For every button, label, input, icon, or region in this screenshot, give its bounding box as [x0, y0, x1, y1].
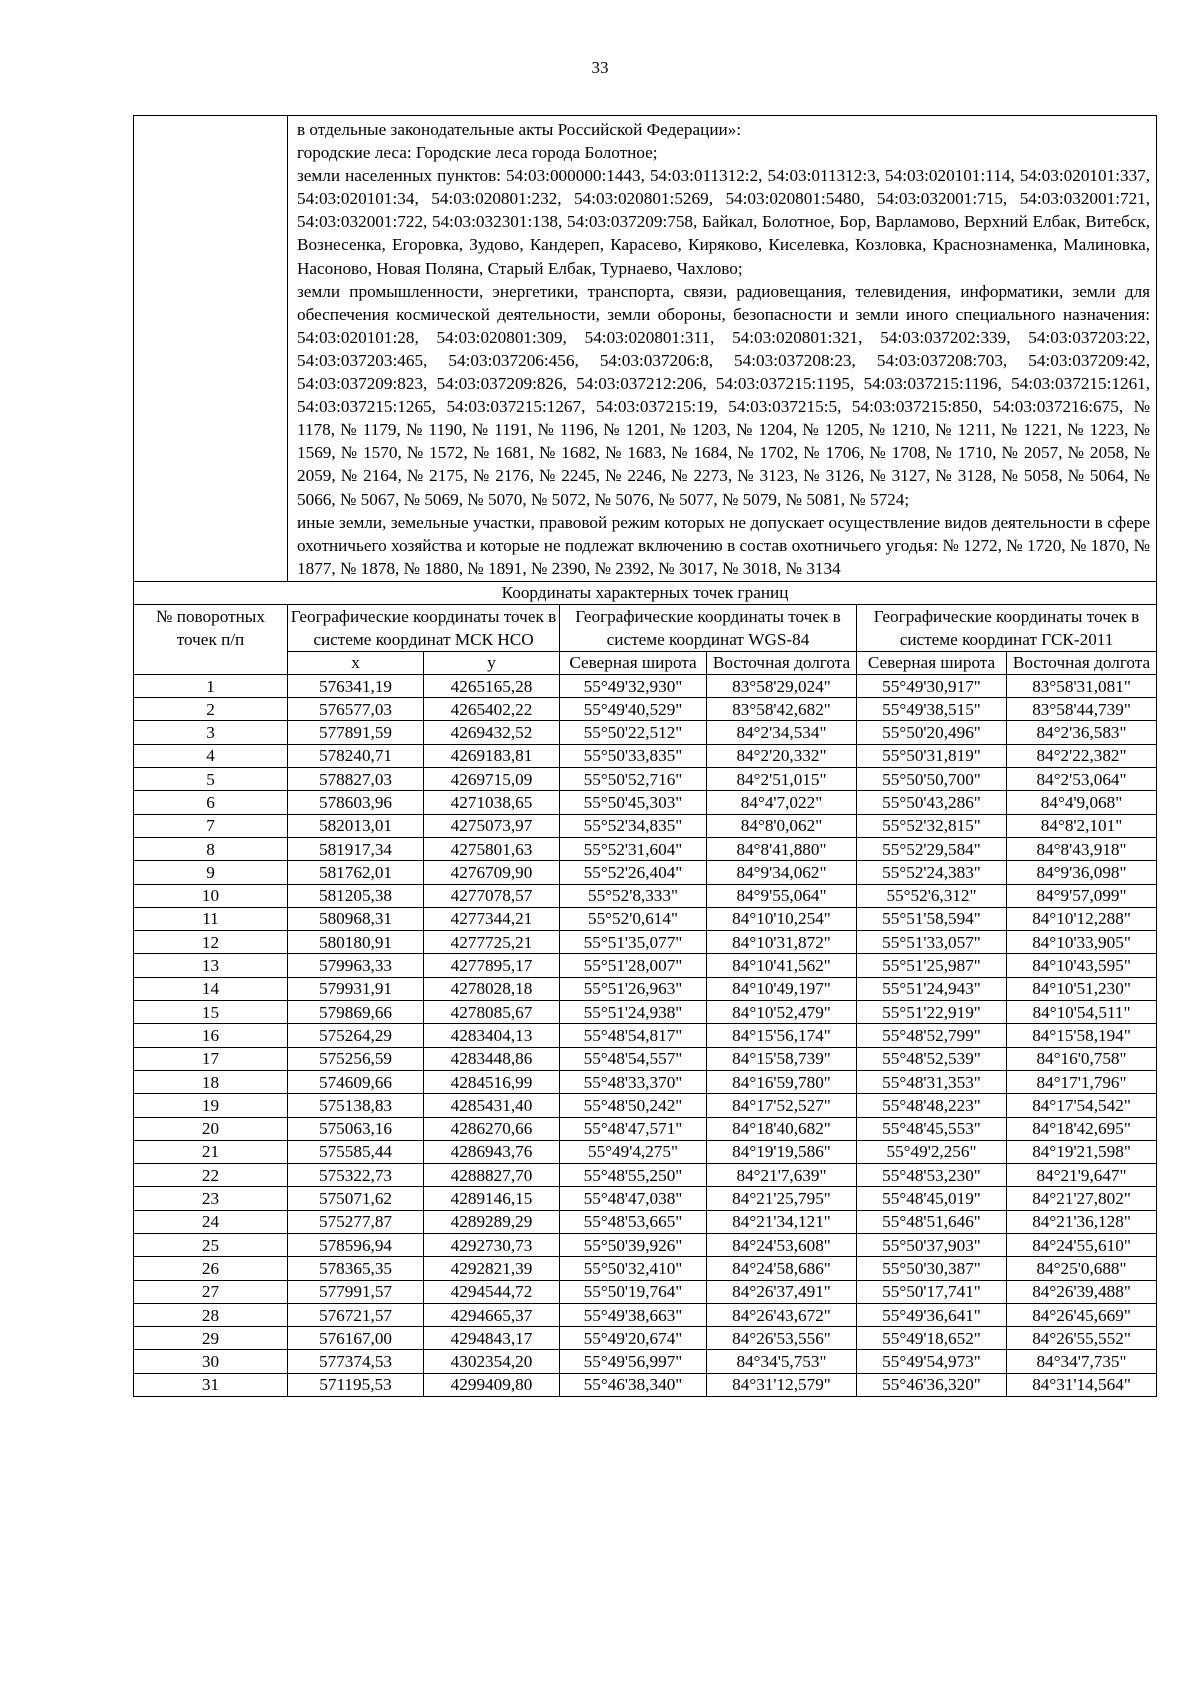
table-row: [134, 837, 1157, 860]
msk-x-cell: 578603,96: [288, 791, 424, 814]
wgs-north-cell: 55°52'8,333": [560, 884, 707, 907]
wgs-north-cell: 55°51'24,938": [560, 1001, 707, 1024]
msk-y-cell: 4277725,21: [424, 931, 560, 954]
msk-y-cell: 4288827,70: [424, 1164, 560, 1187]
msk-x-cell: 575071,62: [288, 1187, 424, 1210]
point-number-cell: 31: [134, 1373, 288, 1396]
wgs-north-cell: 55°48'54,557": [560, 1047, 707, 1070]
point-number-cell: 23: [134, 1187, 288, 1210]
msk-y-cell: 4286270,66: [424, 1117, 560, 1140]
wgs-north-cell: 55°49'20,674": [560, 1327, 707, 1350]
gsk-north-cell: 55°48'53,230": [857, 1164, 1007, 1187]
msk-x-cell: 578365,35: [288, 1257, 424, 1280]
point-number-cell: 26: [134, 1257, 288, 1280]
msk-y-cell: 4277895,17: [424, 954, 560, 977]
table-row: [134, 1140, 1157, 1163]
table-row: [134, 814, 1157, 837]
point-number-cell: 2: [134, 698, 288, 721]
msk-x-cell: 574609,66: [288, 1070, 424, 1093]
msk-y-cell: 4294665,37: [424, 1303, 560, 1326]
wgs-north-cell: 55°46'38,340": [560, 1373, 707, 1396]
wgs-east-cell: 84°2'51,015": [707, 768, 857, 791]
gsk-north-cell: 55°49'36,641": [857, 1303, 1007, 1326]
gsk-north-cell: 55°48'31,353": [857, 1070, 1007, 1093]
msk-x-cell: 575264,29: [288, 1024, 424, 1047]
point-number-cell: 24: [134, 1210, 288, 1233]
wgs-east-cell: 84°10'52,479": [707, 1001, 857, 1024]
msk-y-cell: 4289146,15: [424, 1187, 560, 1210]
msk-x-cell: 571195,53: [288, 1373, 424, 1396]
gsk-north-cell: 55°48'48,223": [857, 1094, 1007, 1117]
gsk-north-cell: 55°51'25,987": [857, 954, 1007, 977]
wgs-east-cell: 84°21'7,639": [707, 1164, 857, 1187]
gsk-north-cell: 55°49'2,256": [857, 1140, 1007, 1163]
description-paragraph: иные земли, земельные участки, правовой режим которых не допускает осуществление видов деятельности в сфере охотничьего хозяйства и которые не подлежат включению в состав охотничьего угодья: № 1272, № 1720, № 1870, № 1877, № 1878, № 1880, № 1891, № 2390, № 2392, № 3017, № 3018, № 3134: [297, 512, 1151, 578]
wgs-north-cell: 55°49'40,529": [560, 698, 707, 721]
gsk-north-cell: 55°50'43,286": [857, 791, 1007, 814]
gsk-east-cell: 84°17'1,796": [1007, 1070, 1157, 1093]
table-row: [134, 1187, 1157, 1210]
wgs-east-cell: 84°8'41,880": [707, 837, 857, 860]
wgs-north-cell: 55°50'39,926": [560, 1234, 707, 1257]
table-row: [134, 1001, 1157, 1024]
msk-x-cell: 581917,34: [288, 837, 424, 860]
table-row: [134, 1070, 1157, 1093]
subheader-wgs-north: Северная широта: [560, 651, 707, 674]
description-paragraph: земли населенных пунктов: 54:03:000000:1443, 54:03:011312:2, 54:03:011312:3, 54:03:020101:114, 54:03:020101:337, 54:03:020101:34, 54:03:020801:232, 54:03:020801:5269, 54:03:020801:5480, 54:03:032001:715, 54:03:032001:721, 54:03:032001:722, 54:03:032301:138, 54:03:037209:758, Байкал, Болотное, Бор, Варламово, Верхний Елбак, Витебск, Вознесенка, Егоровка, Зудово, Кандереп, Карасево, Киряково, Киселевка, Козловка, Краснознаменка, Малиновка, Насоново, Новая Поляна, Старый Елбак, Турнаево, Чахлово;: [297, 166, 1151, 278]
wgs-north-cell: 55°48'53,665": [560, 1210, 707, 1233]
subheader-gsk-north: Северная широта: [857, 651, 1007, 674]
table-row: [134, 721, 1157, 744]
gsk-north-cell: 55°48'45,553": [857, 1117, 1007, 1140]
gsk-north-cell: 55°49'54,973": [857, 1350, 1007, 1373]
table-row: [134, 954, 1157, 977]
point-number-cell: 12: [134, 931, 288, 954]
wgs-east-cell: 84°15'58,739": [707, 1047, 857, 1070]
point-number-cell: 1: [134, 674, 288, 697]
msk-x-cell: 575063,16: [288, 1117, 424, 1140]
msk-x-cell: 577374,53: [288, 1350, 424, 1373]
description-paragraph: городские леса: Городские леса города Болотное;: [297, 143, 658, 163]
gsk-north-cell: 55°51'22,919": [857, 1001, 1007, 1024]
table-row: [134, 674, 1157, 697]
msk-x-cell: 581205,38: [288, 884, 424, 907]
gsk-east-cell: 84°21'36,128": [1007, 1210, 1157, 1233]
msk-y-cell: 4269432,52: [424, 721, 560, 744]
table-row: [134, 931, 1157, 954]
point-number-cell: 3: [134, 721, 288, 744]
wgs-east-cell: 84°15'56,174": [707, 1024, 857, 1047]
wgs-east-cell: 84°4'7,022": [707, 791, 857, 814]
table-row: [134, 1280, 1157, 1303]
point-number-cell: 30: [134, 1350, 288, 1373]
msk-y-cell: 4299409,80: [424, 1373, 560, 1396]
gsk-north-cell: 55°52'29,584": [857, 837, 1007, 860]
table-row: [134, 768, 1157, 791]
gsk-east-cell: 84°2'36,583": [1007, 721, 1157, 744]
wgs-east-cell: 84°26'43,672": [707, 1303, 857, 1326]
gsk-north-cell: 55°50'31,819": [857, 744, 1007, 767]
gsk-north-cell: 55°48'52,799": [857, 1024, 1007, 1047]
table-row: [134, 861, 1157, 884]
gsk-east-cell: 84°10'33,905": [1007, 931, 1157, 954]
point-number-cell: 21: [134, 1140, 288, 1163]
gsk-north-cell: 55°52'32,815": [857, 814, 1007, 837]
msk-x-cell: 580968,31: [288, 907, 424, 930]
gsk-east-cell: 84°26'45,669": [1007, 1303, 1157, 1326]
point-number-cell: 14: [134, 977, 288, 1000]
point-number-cell: 22: [134, 1164, 288, 1187]
point-number-cell: 6: [134, 791, 288, 814]
header-msk: Географические координаты точек в системе координат МСК НСО: [288, 604, 560, 651]
msk-x-cell: 578596,94: [288, 1234, 424, 1257]
table-row: [134, 1327, 1157, 1350]
gsk-north-cell: 55°46'36,320": [857, 1373, 1007, 1396]
table-row: [134, 1094, 1157, 1117]
description-paragraph: земли промышленности, энергетики, транспорта, связи, радиовещания, телевидения, информатики, земли для обеспечения космической деятельности, земли обороны, безопасности и земли иного специального назначения: 54:03:020101:28, 54:03:020801:309, 54:03:020801:311, 54:03:020801:321, 54:03:037202:339, 54:03:037203:22, 54:03:037203:465, 54:03:037206:456, 54:03:037206:8, 54:03:037208:23, 54:03:037208:703, 54:03:037209:42, 54:03:037209:823, 54:03:037209:826, 54:03:037212:206, 54:03:037215:1195, 54:03:037215:1196, 54:03:037215:1261, 54:03:037215:1265, 54:03:037215:1267, 54:03:037215:19, 54:03:037215:5, 54:03:037215:850, 54:03:037216:675, № 1178, № 1179, № 1190, № 1191, № 1196, № 1201, № 1203, № 1204, № 1205, № 1210, № 1211, № 1221, № 1223, № 1569, № 1570, № 1572, № 1681, № 1682, № 1683, № 1684, № 1702, № 1706, № 1708, № 1710, № 2057, № 2058, № 2059, № 2164, № 2175, № 2176, № 2245, № 2246, № 2273, № 3123, № 3126, № 3127, № 3128, № 5058, № 5064, № 5066, № 5067, № 5069, № 5070, № 5072, № 5076, № 5077, № 5079, № 5081, № 5724;: [297, 281, 1151, 509]
wgs-east-cell: 84°17'52,527": [707, 1094, 857, 1117]
wgs-north-cell: 55°51'26,963": [560, 977, 707, 1000]
gsk-east-cell: 84°19'21,598": [1007, 1140, 1157, 1163]
gsk-east-cell: 84°10'54,511": [1007, 1001, 1157, 1024]
gsk-north-cell: 55°49'18,652": [857, 1327, 1007, 1350]
gsk-north-cell: 55°48'52,539": [857, 1047, 1007, 1070]
gsk-north-cell: 55°50'20,496": [857, 721, 1007, 744]
gsk-east-cell: 84°10'43,595": [1007, 954, 1157, 977]
msk-x-cell: 577891,59: [288, 721, 424, 744]
gsk-north-cell: 55°52'24,383": [857, 861, 1007, 884]
gsk-east-cell: 84°24'55,610": [1007, 1234, 1157, 1257]
msk-y-cell: 4285431,40: [424, 1094, 560, 1117]
gsk-north-cell: 55°51'24,943": [857, 977, 1007, 1000]
gsk-north-cell: 55°51'58,594": [857, 907, 1007, 930]
msk-y-cell: 4294843,17: [424, 1327, 560, 1350]
msk-y-cell: 4275801,63: [424, 837, 560, 860]
msk-y-cell: 4269715,09: [424, 768, 560, 791]
table-row: [134, 1164, 1157, 1187]
msk-y-cell: 4283448,86: [424, 1047, 560, 1070]
msk-y-cell: 4277344,21: [424, 907, 560, 930]
gsk-east-cell: 84°21'9,647": [1007, 1164, 1157, 1187]
gsk-north-cell: 55°50'50,700": [857, 768, 1007, 791]
msk-x-cell: 575256,59: [288, 1047, 424, 1070]
msk-y-cell: 4292730,73: [424, 1234, 560, 1257]
wgs-east-cell: 84°2'34,534": [707, 721, 857, 744]
msk-x-cell: 578240,71: [288, 744, 424, 767]
msk-x-cell: 576167,00: [288, 1327, 424, 1350]
point-number-cell: 11: [134, 907, 288, 930]
wgs-east-cell: 84°2'20,332": [707, 744, 857, 767]
msk-x-cell: 579869,66: [288, 1001, 424, 1024]
wgs-east-cell: 84°26'37,491": [707, 1280, 857, 1303]
point-number-cell: 20: [134, 1117, 288, 1140]
wgs-north-cell: 55°49'56,997": [560, 1350, 707, 1373]
msk-x-cell: 578827,03: [288, 768, 424, 791]
msk-x-cell: 576341,19: [288, 674, 424, 697]
msk-x-cell: 581762,01: [288, 861, 424, 884]
point-number-cell: 28: [134, 1303, 288, 1326]
point-number-cell: 9: [134, 861, 288, 884]
gsk-east-cell: 83°58'44,739": [1007, 698, 1157, 721]
gsk-east-cell: 84°16'0,758": [1007, 1047, 1157, 1070]
subheader-x: x: [288, 651, 424, 674]
msk-x-cell: 575322,73: [288, 1164, 424, 1187]
gsk-north-cell: 55°49'30,917": [857, 674, 1007, 697]
wgs-east-cell: 84°9'55,064": [707, 884, 857, 907]
table-row: [134, 1024, 1157, 1047]
table-row: [134, 698, 1157, 721]
wgs-north-cell: 55°50'19,764": [560, 1280, 707, 1303]
gsk-east-cell: 84°26'55,552": [1007, 1327, 1157, 1350]
gsk-east-cell: 84°8'2,101": [1007, 814, 1157, 837]
wgs-north-cell: 55°48'33,370": [560, 1070, 707, 1093]
msk-x-cell: 575277,87: [288, 1210, 424, 1233]
msk-x-cell: 582013,01: [288, 814, 424, 837]
table-row: [134, 977, 1157, 1000]
wgs-north-cell: 55°52'34,835": [560, 814, 707, 837]
msk-x-cell: 579963,33: [288, 954, 424, 977]
table-row: [134, 1047, 1157, 1070]
wgs-north-cell: 55°50'33,835": [560, 744, 707, 767]
wgs-east-cell: 84°24'53,608": [707, 1234, 857, 1257]
table-row: [134, 907, 1157, 930]
point-number-cell: 25: [134, 1234, 288, 1257]
gsk-east-cell: 84°9'57,099": [1007, 884, 1157, 907]
gsk-east-cell: 84°31'14,564": [1007, 1373, 1157, 1396]
table-row: [134, 1117, 1157, 1140]
msk-x-cell: 579931,91: [288, 977, 424, 1000]
msk-y-cell: 4292821,39: [424, 1257, 560, 1280]
msk-y-cell: 4302354,20: [424, 1350, 560, 1373]
table-row: [134, 791, 1157, 814]
gsk-east-cell: 84°2'53,064": [1007, 768, 1157, 791]
wgs-north-cell: 55°49'4,275": [560, 1140, 707, 1163]
wgs-east-cell: 84°34'5,753": [707, 1350, 857, 1373]
wgs-east-cell: 84°10'41,562": [707, 954, 857, 977]
wgs-north-cell: 55°50'45,303": [560, 791, 707, 814]
point-number-cell: 15: [134, 1001, 288, 1024]
point-number-cell: 19: [134, 1094, 288, 1117]
wgs-east-cell: 84°31'12,579": [707, 1373, 857, 1396]
wgs-east-cell: 83°58'29,024": [707, 674, 857, 697]
wgs-north-cell: 55°48'55,250": [560, 1164, 707, 1187]
wgs-north-cell: 55°48'54,817": [560, 1024, 707, 1047]
point-number-cell: 18: [134, 1070, 288, 1093]
subheader-y: y: [424, 651, 560, 674]
boundary-table: [133, 115, 1157, 1397]
table-row: [134, 1210, 1157, 1233]
wgs-north-cell: 55°48'47,038": [560, 1187, 707, 1210]
msk-y-cell: 4271038,65: [424, 791, 560, 814]
wgs-east-cell: 84°26'53,556": [707, 1327, 857, 1350]
msk-y-cell: 4284516,99: [424, 1070, 560, 1093]
msk-y-cell: 4277078,57: [424, 884, 560, 907]
wgs-east-cell: 84°16'59,780": [707, 1070, 857, 1093]
msk-y-cell: 4265165,28: [424, 674, 560, 697]
table-body: [134, 674, 1157, 1396]
subheader-wgs-east: Восточная долгота: [707, 651, 857, 674]
page-number: 33: [591, 58, 609, 77]
gsk-north-cell: 55°52'6,312": [857, 884, 1007, 907]
wgs-north-cell: 55°50'52,716": [560, 768, 707, 791]
point-number-cell: 4: [134, 744, 288, 767]
gsk-east-cell: 84°21'27,802": [1007, 1187, 1157, 1210]
wgs-north-cell: 55°52'31,604": [560, 837, 707, 860]
gsk-north-cell: 55°50'30,387": [857, 1257, 1007, 1280]
wgs-north-cell: 55°49'32,930": [560, 674, 707, 697]
header-wgs: Географические координаты точек в системе координат WGS-84: [560, 604, 857, 651]
wgs-north-cell: 55°49'38,663": [560, 1303, 707, 1326]
wgs-east-cell: 84°10'31,872": [707, 931, 857, 954]
gsk-east-cell: 84°25'0,688": [1007, 1257, 1157, 1280]
msk-x-cell: 580180,91: [288, 931, 424, 954]
wgs-north-cell: 55°50'32,410": [560, 1257, 707, 1280]
wgs-east-cell: 84°21'34,121": [707, 1210, 857, 1233]
msk-y-cell: 4294544,72: [424, 1280, 560, 1303]
gsk-east-cell: 84°18'42,695": [1007, 1117, 1157, 1140]
wgs-north-cell: 55°48'47,571": [560, 1117, 707, 1140]
gsk-east-cell: 83°58'31,081": [1007, 674, 1157, 697]
point-number-cell: 5: [134, 768, 288, 791]
description-paragraph: в отдельные законодательные акты Российской Федерации»:: [297, 120, 742, 139]
gsk-east-cell: 84°9'36,098": [1007, 861, 1157, 884]
gsk-north-cell: 55°51'33,057": [857, 931, 1007, 954]
msk-x-cell: 575585,44: [288, 1140, 424, 1163]
gsk-north-cell: 55°50'37,903": [857, 1234, 1007, 1257]
header-point-no: № поворотных точек п/п: [134, 604, 288, 674]
msk-y-cell: 4286943,76: [424, 1140, 560, 1163]
gsk-east-cell: 84°4'9,068": [1007, 791, 1157, 814]
msk-x-cell: 577991,57: [288, 1280, 424, 1303]
msk-y-cell: 4289289,29: [424, 1210, 560, 1233]
table-row: [134, 1350, 1157, 1373]
gsk-east-cell: 84°34'7,735": [1007, 1350, 1157, 1373]
msk-y-cell: 4278085,67: [424, 1001, 560, 1024]
msk-x-cell: 576721,57: [288, 1303, 424, 1326]
wgs-north-cell: 55°52'26,404": [560, 861, 707, 884]
gsk-east-cell: 84°2'22,382": [1007, 744, 1157, 767]
wgs-north-cell: 55°51'28,007": [560, 954, 707, 977]
point-number-cell: 27: [134, 1280, 288, 1303]
msk-y-cell: 4276709,90: [424, 861, 560, 884]
wgs-east-cell: 84°10'49,197": [707, 977, 857, 1000]
wgs-east-cell: 84°24'58,686": [707, 1257, 857, 1280]
point-number-cell: 8: [134, 837, 288, 860]
point-number-cell: 29: [134, 1327, 288, 1350]
wgs-east-cell: 84°18'40,682": [707, 1117, 857, 1140]
msk-y-cell: 4269183,81: [424, 744, 560, 767]
point-number-cell: 7: [134, 814, 288, 837]
wgs-east-cell: 84°8'0,062": [707, 814, 857, 837]
gsk-east-cell: 84°8'43,918": [1007, 837, 1157, 860]
wgs-north-cell: 55°48'50,242": [560, 1094, 707, 1117]
wgs-north-cell: 55°50'22,512": [560, 721, 707, 744]
gsk-east-cell: 84°17'54,542": [1007, 1094, 1157, 1117]
section-title: Координаты характерных точек границ: [134, 581, 1157, 604]
subheader-gsk-east: Восточная долгота: [1007, 651, 1157, 674]
section-title-row: [134, 581, 1157, 604]
description-left-cell: [134, 116, 288, 582]
gsk-east-cell: 84°10'12,288": [1007, 907, 1157, 930]
gsk-north-cell: 55°48'45,019": [857, 1187, 1007, 1210]
wgs-east-cell: 84°19'19,586": [707, 1140, 857, 1163]
gsk-north-cell: 55°50'17,741": [857, 1280, 1007, 1303]
description-cell: [288, 116, 1157, 582]
gsk-east-cell: 84°26'39,488": [1007, 1280, 1157, 1303]
msk-y-cell: 4278028,18: [424, 977, 560, 1000]
point-number-cell: 16: [134, 1024, 288, 1047]
subheader-row: [134, 651, 1157, 674]
table-row: [134, 884, 1157, 907]
header-gsk: Географические координаты точек в системе координат ГСК-2011: [857, 604, 1157, 651]
table-row: [134, 744, 1157, 767]
msk-y-cell: 4283404,13: [424, 1024, 560, 1047]
wgs-east-cell: 84°10'10,254": [707, 907, 857, 930]
wgs-east-cell: 84°9'34,062": [707, 861, 857, 884]
table-row: [134, 1303, 1157, 1326]
gsk-north-cell: 55°49'38,515": [857, 698, 1007, 721]
msk-x-cell: 575138,83: [288, 1094, 424, 1117]
msk-y-cell: 4275073,97: [424, 814, 560, 837]
wgs-east-cell: 83°58'42,682": [707, 698, 857, 721]
point-number-cell: 17: [134, 1047, 288, 1070]
description-row: [134, 116, 1157, 582]
point-number-cell: 10: [134, 884, 288, 907]
gsk-east-cell: 84°15'58,194": [1007, 1024, 1157, 1047]
msk-x-cell: 576577,03: [288, 698, 424, 721]
table-row: [134, 1373, 1157, 1396]
point-number-cell: 13: [134, 954, 288, 977]
table-row: [134, 1257, 1157, 1280]
wgs-north-cell: 55°51'35,077": [560, 931, 707, 954]
gsk-east-cell: 84°10'51,230": [1007, 977, 1157, 1000]
table-row: [134, 1234, 1157, 1257]
wgs-east-cell: 84°21'25,795": [707, 1187, 857, 1210]
msk-y-cell: 4265402,22: [424, 698, 560, 721]
gsk-north-cell: 55°48'51,646": [857, 1210, 1007, 1233]
header-row: [134, 604, 1157, 651]
wgs-north-cell: 55°52'0,614": [560, 907, 707, 930]
